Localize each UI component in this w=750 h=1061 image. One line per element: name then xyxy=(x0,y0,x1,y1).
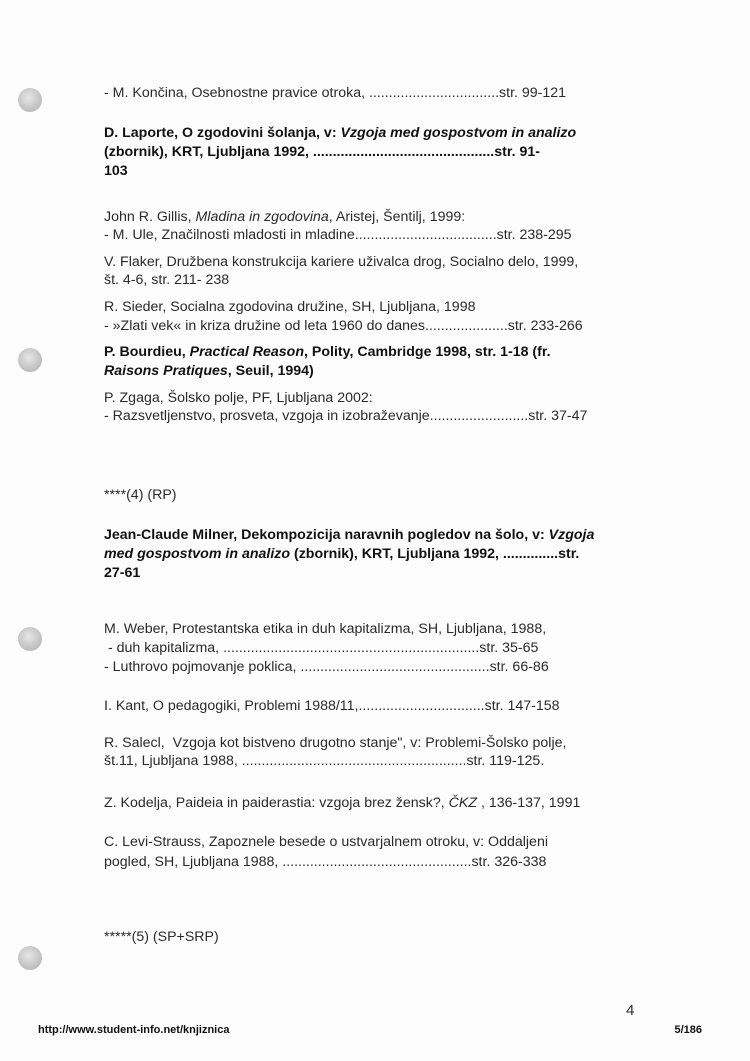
page-number: 4 xyxy=(626,1002,635,1019)
text-line xyxy=(104,752,544,770)
text-line xyxy=(104,833,548,851)
text-segment: I. Kant, O pedagogiki, Problemi 1988/11,................................str. 147-158 xyxy=(104,698,560,714)
text-line xyxy=(104,143,540,161)
text-line xyxy=(104,734,566,752)
text-segment: C. Levi-Strauss, Zapoznele besede o ustvarjalnem otroku, v: Oddaljeni xyxy=(104,834,548,850)
text-segment: , Seuil, 1994) xyxy=(227,363,314,379)
footer-url[interactable]: http://www.student-info.net/knjiznica xyxy=(38,1024,230,1036)
text-segment: - Luthrovo pojmovanje poklica, ................................................str. 66-86 xyxy=(104,659,549,675)
text-line xyxy=(104,84,566,102)
text-segment: (zbornik), KRT, Ljubljana 1992, ..............str. xyxy=(290,546,580,562)
footer-page-count: 5/186 xyxy=(674,1024,702,1036)
text-line xyxy=(104,639,538,657)
text-segment: (zbornik), KRT, Ljubljana 1992, ..............................................str. 91- xyxy=(104,144,540,160)
text-line xyxy=(104,271,229,289)
text-segment: John R. Gillis, xyxy=(104,209,196,225)
punch-hole xyxy=(18,348,42,372)
punch-hole xyxy=(18,946,42,970)
text-line xyxy=(104,853,546,871)
text-segment: , Polity, Cambridge 1998, str. 1-18 (fr. xyxy=(304,344,551,360)
text-segment: - M. Končina, Osebnostne pravice otroka, .................................str. 99-121 xyxy=(104,85,567,101)
text-line xyxy=(104,343,551,361)
text-line xyxy=(104,526,594,544)
text-segment: ČKZ xyxy=(448,795,478,811)
text-segment: Raisons Pratiques xyxy=(104,363,228,379)
text-segment: V. Flaker, Družbena konstrukcija kariere uživalca drog, Socialno delo, 1999, xyxy=(104,254,579,270)
text-line xyxy=(104,362,314,380)
text-segment: pogled, SH, Ljubljana 1988, ................................................str. 326-338 xyxy=(104,854,547,870)
text-segment: D. Laporte, O zgodovini šolanja, v: xyxy=(104,125,341,141)
text-segment: - Razsvetljenstvo, prosveta, vzgoja in izobraževanje.........................str. 37-47 xyxy=(104,408,588,424)
text-line xyxy=(104,162,128,180)
text-segment: Vzgoja xyxy=(548,527,595,543)
text-segment: M. Weber, Protestantska etika in duh kapitalizma, SH, Ljubljana, 1988, xyxy=(104,621,547,637)
text-segment: Jean-Claude Milner, Dekompozicija naravnih pogledov na šolo, v: xyxy=(104,527,549,543)
text-segment: ****(4) (RP) xyxy=(104,487,177,503)
text-segment: R. Sieder, Socialna zgodovina družine, SH, Ljubljana, 1998 xyxy=(104,299,476,315)
text-line xyxy=(104,658,549,676)
text-line xyxy=(104,928,219,946)
text-line xyxy=(104,794,580,812)
text-segment: Practical Reason xyxy=(189,344,305,360)
text-segment: - M. Ule, Značilnosti mladosti in mladine....................................str. 238-295 xyxy=(104,227,572,243)
text-line xyxy=(104,124,576,142)
text-segment: P. Zgaga, Šolsko polje, PF, Ljubljana 2002: xyxy=(104,390,373,406)
text-line xyxy=(104,407,587,425)
text-line xyxy=(104,317,583,335)
text-segment: Z. Kodelja, Paideia in paiderastia: vzgoja brez žensk?, xyxy=(104,795,449,811)
text-line xyxy=(104,545,579,563)
text-line xyxy=(104,226,572,244)
text-line xyxy=(104,253,578,271)
text-line xyxy=(104,620,546,638)
text-line xyxy=(104,564,140,582)
punch-hole xyxy=(18,627,42,651)
text-segment: Vzgoja med gospostvom in analizo xyxy=(340,125,577,141)
text-line xyxy=(104,208,465,226)
text-segment: št.11, Ljubljana 1988, .........................................................str. 119-125. xyxy=(104,753,545,769)
text-line xyxy=(104,486,177,504)
text-segment: 27-61 xyxy=(104,565,141,581)
text-line xyxy=(104,389,373,407)
text-line xyxy=(104,697,560,715)
text-segment: 103 xyxy=(104,163,128,179)
text-segment: , Aristej, Šentilj, 1999: xyxy=(328,209,466,225)
text-segment: *****(5) (SP+SRP) xyxy=(104,929,219,945)
text-segment: , 136-137, 1991 xyxy=(477,795,581,811)
text-segment: med gospostvom in analizo xyxy=(104,546,291,562)
text-segment: - »Zlati vek« in kriza družine od leta 1960 do danes.....................str. 233-266 xyxy=(104,318,583,334)
text-segment: št. 4-6, str. 211- 238 xyxy=(104,272,230,288)
punch-hole xyxy=(18,88,42,112)
text-line xyxy=(104,298,475,316)
text-segment: - duh kapitalizma, .................................................................str. 35-65 xyxy=(104,640,539,656)
text-segment: Mladina in zgodovina xyxy=(195,209,329,225)
text-segment: P. Bourdieu, xyxy=(104,344,190,360)
text-segment: R. Salecl, Vzgoja kot bistveno drugotno stanje", v: Problemi-Šolsko polje, xyxy=(104,735,567,751)
